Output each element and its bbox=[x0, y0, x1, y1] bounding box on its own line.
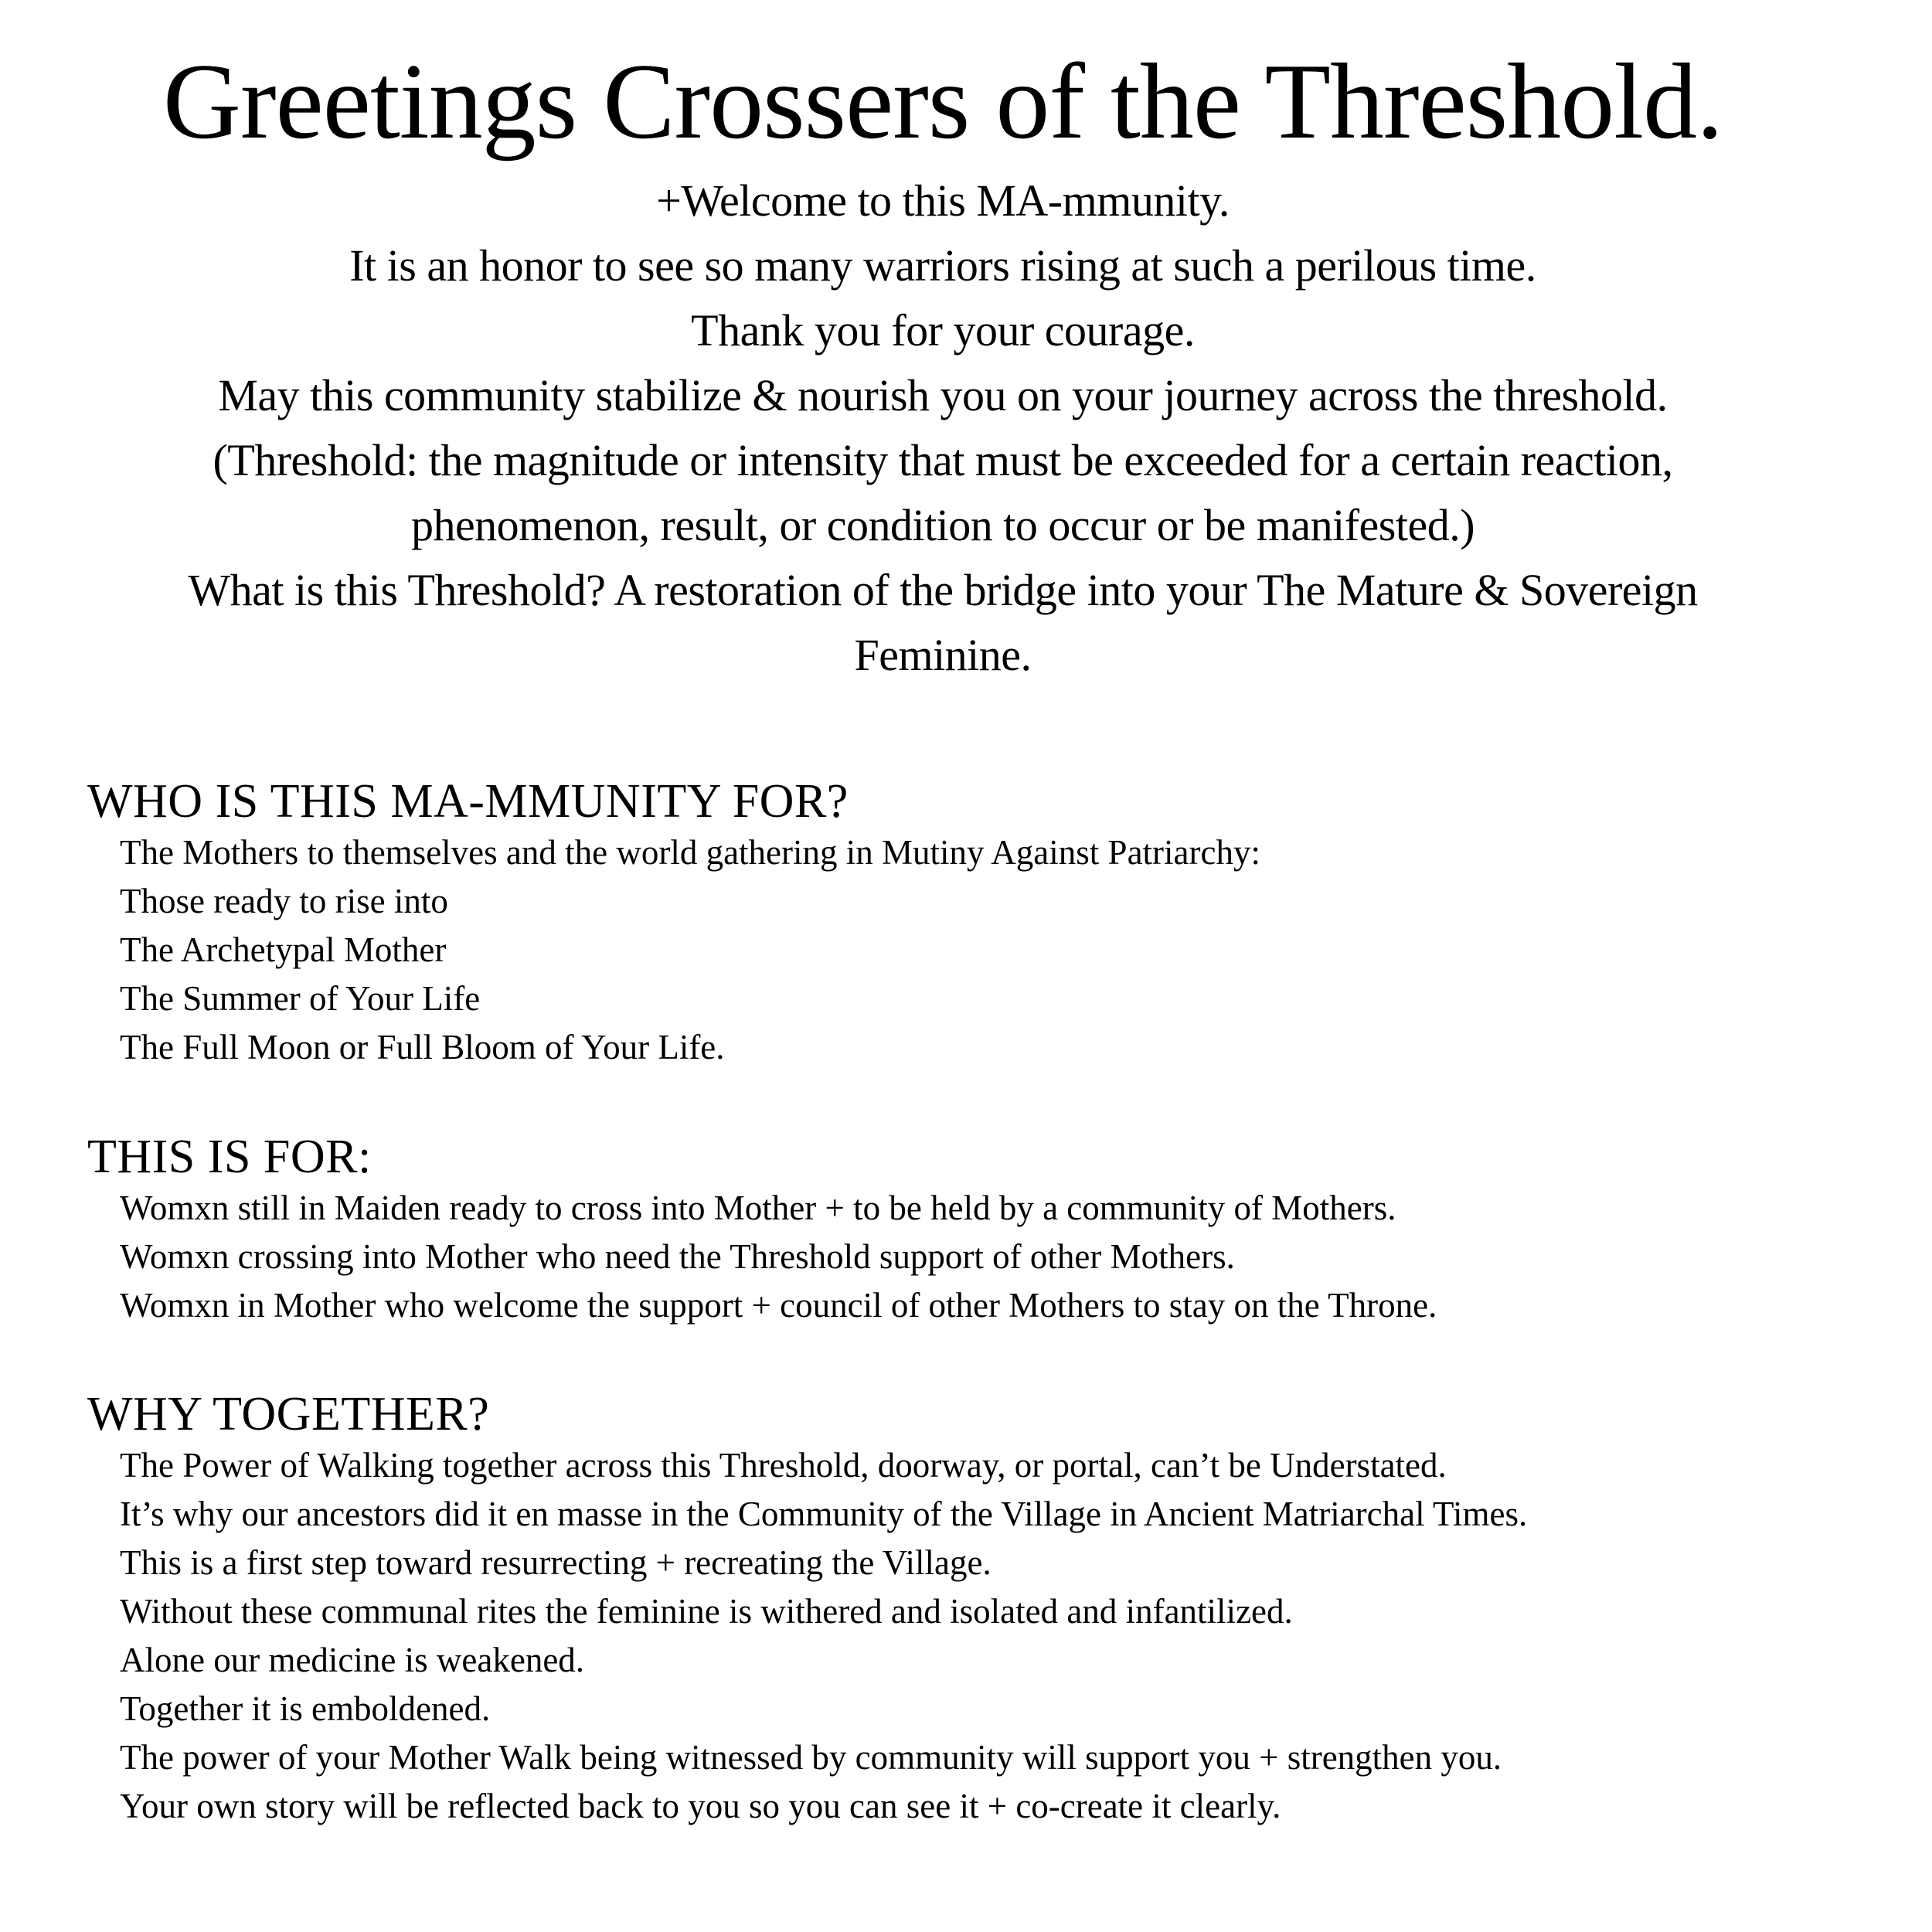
section-line: Together it is emboldened. bbox=[120, 1689, 491, 1728]
intro-line: (Threshold: the magnitude or intensity that must be exceeded for a certain reaction, bbox=[213, 435, 1673, 485]
section-line: The Mothers to themselves and the world gathering in Mutiny Against Patriarchy: bbox=[120, 833, 1260, 872]
intro-line: What is this Threshold? A restoration of the bridge into your The Mature & Sovereign bbox=[188, 565, 1698, 615]
section-line: Without these communal rites the feminine is withered and isolated and infantilized. bbox=[120, 1592, 1293, 1631]
intro-paragraph bbox=[77, 168, 1808, 688]
section-line: The Summer of Your Life bbox=[120, 979, 481, 1018]
section-this-is-for bbox=[87, 1130, 1919, 1330]
section-line: The Power of Walking together across this Threshold, doorway, or portal, can’t be Understated. bbox=[120, 1446, 1447, 1485]
section-line: Your own story will be reflected back to you so you can see it + co-create it clearly. bbox=[120, 1787, 1281, 1825]
intro-line: May this community stabilize & nourish you on your journey across the threshold. bbox=[218, 370, 1668, 420]
intro-line: Feminine. bbox=[854, 630, 1032, 680]
section-lines bbox=[87, 1184, 1919, 1330]
section-line: Womxn still in Maiden ready to cross into Mother + to be held by a community of Mothers. bbox=[120, 1189, 1396, 1227]
section-line: Alone our medicine is weakened. bbox=[120, 1641, 585, 1679]
section-heading: WHY TOGETHER? bbox=[87, 1388, 490, 1440]
section-line: It’s why our ancestors did it en masse in the Community of the Village in Ancient Matriarchal Times. bbox=[120, 1495, 1528, 1533]
section-line: This is a first step toward resurrecting + recreating the Village. bbox=[120, 1543, 992, 1582]
section-line: The Archetypal Mother bbox=[120, 930, 447, 969]
intro-line: Thank you for your courage. bbox=[691, 305, 1195, 355]
intro-line: It is an honor to see so many warriors rising at such a perilous time. bbox=[349, 240, 1536, 291]
section-why-together bbox=[87, 1387, 1919, 1831]
page-title: Greetings Crossers of the Threshold. bbox=[162, 42, 1723, 162]
section-heading: WHO IS THIS MA-MMUNITY FOR? bbox=[87, 775, 849, 828]
section-line: Womxn crossing into Mother who need the Threshold support of other Mothers. bbox=[120, 1237, 1235, 1276]
section-line: The power of your Mother Walk being witnessed by community will support you + strengthen you. bbox=[120, 1738, 1502, 1777]
intro-line: +Welcome to this MA-mmunity. bbox=[656, 175, 1230, 226]
section-line: The Full Moon or Full Bloom of Your Life. bbox=[120, 1028, 725, 1066]
section-line: Those ready to rise into bbox=[120, 882, 448, 920]
section-lines bbox=[87, 828, 1919, 1072]
intro-line: phenomenon, result, or condition to occur or be manifested.) bbox=[410, 500, 1475, 550]
section-heading: THIS IS FOR: bbox=[87, 1131, 372, 1183]
section-lines bbox=[87, 1441, 1919, 1831]
section-line: Womxn in Mother who welcome the support + council of other Mothers to stay on the Throne. bbox=[120, 1286, 1437, 1325]
section-who-is-this-for bbox=[87, 774, 1919, 1072]
